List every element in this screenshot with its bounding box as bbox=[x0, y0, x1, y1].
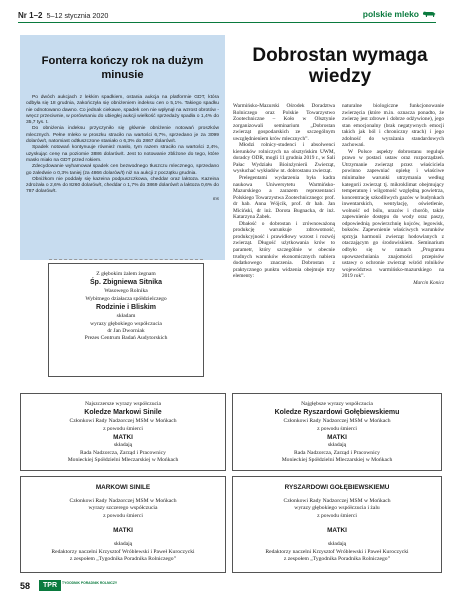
notice-line: składają bbox=[113, 442, 133, 449]
notice-line: wyrazy głębokiego współczucia i żalu bbox=[294, 505, 380, 512]
magazine-name: polskie mleko bbox=[362, 9, 419, 19]
article-paragraph: W Polsce aspekty dobrostanu reguluje prawo w postaci ustaw oraz rozporządzeń. Utrzymanie zwierząt przez właściciela powinno zapewniać opiekę i właściwe minimalne warunki utrzymania według kategorii zwierząt tj. mikroklimat obejmujący temperaturę i wilgotność względną powietrza, koncentrację szkodliwych gazów w budynkach inwentarskich, wentylację, oświetlenie, wolność od bólu, urazów i chorób, także zapewnienie dostępu do wody oraz paszy, odpowiednią powierzchnię kojców, legowisk, boksów. Zapewnienie właściwych warunków sprzyja harmonii zwierząt hodowlanych z otaczającym go środowiskiem. Seminarium odbyło się w ramach „Programu upowszechniania znajomości przepisów ustawy o ochronie zwierząt wśród rolników województwa warmińsko-mazurskiego na 2019 rok”. bbox=[342, 148, 444, 280]
notice-line: dr Jan Dworniak bbox=[107, 328, 145, 335]
notice-name: Śp. Zbigniewa Sitnika bbox=[90, 279, 162, 287]
notice-recipient: MATKI bbox=[327, 434, 347, 442]
boxed-article-body bbox=[26, 95, 219, 196]
notice-line: Wybitnego działacza spółdzielczego bbox=[85, 295, 167, 302]
issue-number: Nr 1–2 bbox=[18, 11, 43, 20]
notice-line: z powodu śmierci bbox=[103, 512, 143, 519]
notice-line: wyrazy szczerego współczucia bbox=[88, 505, 158, 512]
notice-name: Koledze Markowi Sinile bbox=[84, 409, 162, 417]
article-paragraph: naturalne biologiczne funkcjonowanie zwierzęcia (które m.in. oznacza ponadto, że zwierzę jest zdrowe i dobrze odżywione), jego stan emocjonalny (brak negatywnych emocji takich jak ból i chroniczny strach) i jego zdolność do wyrażania standardowych zachowań. bbox=[342, 103, 444, 149]
notice-line: składają bbox=[327, 541, 347, 548]
notice-line: składają bbox=[327, 442, 347, 449]
magazine-logo bbox=[363, 9, 436, 19]
notice-line: Członkowi Rady Nadzorczej MSM w Mońkach bbox=[69, 498, 177, 504]
notice-name: RYSZARDOWI GOŁĘBIEWSKIEMU bbox=[284, 484, 390, 491]
boxed-article-paragraph: Spadek notowań kontynuuje również masło, tym razem straciło na wartości 2,4%, uzyskując cenę na poziomie 3886 dolarów/t. Jest to notowanie zbliżone do tego, które masło miało na GDT przed rokiem. bbox=[26, 145, 219, 163]
boxed-article-paragraph: Po dwóch aukcjach z lekkim spadkiem, ostania aukcja na platformie GDT, która odbyła się 18 grudnia, zakończyła się obniżeniem indeksu cen o 5,1%. Takiego spadku nie odnotowano dawno. Co jednak ciekawe, spadek cen nie wpłynął na wzrost obrotów - wręcz przeciwnie, w porównaniu do ubiegłej aukcji wielkość sprzedaży spadła o 1,4% do 35,7 tys. t. bbox=[26, 95, 219, 126]
publisher-logo: TPR bbox=[39, 580, 61, 591]
article-paragraph: Warmińsko-Mazurski Ośrodek Doradztwa Rolniczego oraz Polskie Towarzystwo Zootechniczne – Koło w Olsztynie zorganizowali seminarium „Dobrostan zwierząt gospodarskich ze szczególnym uwzględnieniem krów mlecznych”. bbox=[233, 103, 335, 142]
article-paragraph: Młodzi rolnicy-studenci i absolwenci kierunków rolniczych na olsztyńskim UWM, doradcy ODR, mogli 11 grudnia 2019 r., w Sali Pałac Wydziału Bioinżynierii Zwierząt, wysłuchać wykładów nt. dobrostanu zwierząt. bbox=[233, 142, 335, 175]
article-paragraph: Prelegentami wydarzenia była kadra naukowa Uniwersytetu Warmińsko-Mazurskiego a zarazem reprezentanci Polskiego Towarzystwa Zootechnicznego: prof. dr hab. Anna Wójcik, prof. dr hab. Jan Miciński, dr inż. Dorota Bugnacka, dr inż. Katarzyna Żabek. bbox=[233, 175, 335, 221]
article-paragraph: Dbałość o dobrostan i zrównoważoną produkcję warunkuje zdrowotność, produkcyjność i prawidłowy wzrost i rozwój zwierząt. Długość użytkowania krów to parametr, który szczególnie w obecnie trudnych warunków ekonomicznych nabiera dodatkowego znaczenia. Dobrostan z praktycznego punktu widzenia obejmuje trzy elementy: bbox=[233, 220, 335, 280]
notice-recipient: Rodzinie i Bliskim bbox=[96, 304, 156, 312]
condolence-notice bbox=[232, 476, 442, 573]
notice-line: Prezes Centrum Badań Audytorskich bbox=[84, 335, 168, 342]
notice-line: z powodu śmierci bbox=[317, 512, 357, 519]
article-column-2 bbox=[342, 103, 444, 286]
notice-line: Wasowego Rolnika bbox=[104, 288, 148, 295]
publisher-logo-subtitle: TYGODNIK PORADNIK ROLNICZY bbox=[62, 581, 118, 585]
header-divider bbox=[18, 22, 436, 23]
condolence-notice bbox=[20, 393, 226, 471]
article-title: Dobrostan wymaga wiedzy bbox=[252, 45, 428, 87]
notice-name: MARKOWI SINILE bbox=[95, 484, 151, 491]
issue-date: 5–12 stycznia 2020 bbox=[46, 11, 109, 20]
notice-line: Redaktorzy naczelni Krzysztof Wróblewski i Paweł Kuroczycki bbox=[265, 548, 409, 555]
boxed-article-paragraph: Do obniżenia indeksu przyczyniło się głównie obniżenie notowań proszków mlecznych. Pełne mleko w proszku straciło na wartości 6,7%, sprzedano je za 3099 dolarów/t, natomiast odtłuszczone staniało o 6,3% do 2867 dolarów/t. bbox=[26, 126, 219, 145]
condolence-notice bbox=[20, 476, 226, 573]
boxed-article-paragraph: Obniżkom nie poddały się kazeina podpuszczkowa, cheddar oraz laktoza. Kazeina zdrożała o 2,6% do 8260 dolarów/t, cheddar o 1,7% do 3869 dolarów/t a laktoza 0,6% do 787 dolarów/t. bbox=[26, 176, 219, 195]
notice-intro: Z głębokim żalem żegnam bbox=[96, 271, 156, 277]
notice-line: Monieckiej Spółdzielni Mleczarskiej w Mońkach bbox=[281, 457, 393, 464]
notice-line: składam bbox=[116, 313, 136, 320]
article-column-1 bbox=[233, 103, 335, 280]
notice-name: Koledze Ryszardowi Gołębiewskiemu bbox=[274, 409, 400, 417]
condolence-notice bbox=[232, 393, 442, 471]
notice-line: Monieckiej Spółdzielni Mleczarskiej w Mońkach bbox=[67, 457, 179, 464]
notice-line: Redaktorzy naczelni Krzysztof Wróblewski i Paweł Kuroczycki bbox=[51, 548, 195, 555]
notice-line: z zespołem „Tygodnika Poradnika Rolniczego” bbox=[69, 556, 177, 563]
notice-recipient: MATKI bbox=[113, 527, 133, 535]
notice-line: z zespołem „Tygodnika Poradnika Rolniczego” bbox=[283, 556, 391, 563]
notice-intro: Najgłębsze wyrazy współczucia bbox=[301, 401, 373, 407]
notice-line: z powodu śmierci bbox=[103, 425, 143, 432]
notice-line: Członkowi Rady Nadzorczej MSM w Mońkach bbox=[283, 418, 391, 425]
article-signature: Marcin Konicz bbox=[413, 279, 444, 286]
issue-info bbox=[18, 11, 108, 20]
notice-recipient: MATKI bbox=[327, 527, 347, 535]
notice-recipient: MATKI bbox=[113, 434, 133, 442]
notice-line: Rada Nadzorcza, Zarząd i Pracownicy bbox=[80, 449, 166, 456]
boxed-article-fonterra bbox=[20, 35, 225, 260]
notice-line: Członkowi Rady Nadzorczej MSM w Mońkach bbox=[69, 418, 177, 425]
notice-line: składają bbox=[113, 541, 133, 548]
boxed-article-paragraph: Zdecydowanie wyhamował spadek cen bezwodnego tłuszczu mlecznego, sprzedano go zaledwie o 0,3% taniej (za 4866 dolarów/t) niż na aukcji z początku grudnia. bbox=[26, 164, 219, 176]
boxed-article-signature: ms bbox=[212, 195, 219, 201]
boxed-article-title: Fonterra kończy rok na dużym minusie bbox=[41, 55, 204, 81]
notice-intro: Najszczersze wyrazy współczucia bbox=[84, 401, 162, 407]
notice-line: z powodu śmierci bbox=[317, 425, 357, 432]
condolence-notice bbox=[48, 263, 204, 377]
notice-line: Członkowi Rady Nadzorczej MSM w Mońkach bbox=[283, 498, 391, 504]
notice-line: Rada Nadzorcza, Zarząd i Pracownicy bbox=[294, 449, 380, 456]
cow-icon bbox=[422, 9, 436, 19]
page-number: 58 bbox=[20, 581, 31, 591]
notice-line: wyrazy głębokiego współczucia bbox=[90, 320, 162, 327]
